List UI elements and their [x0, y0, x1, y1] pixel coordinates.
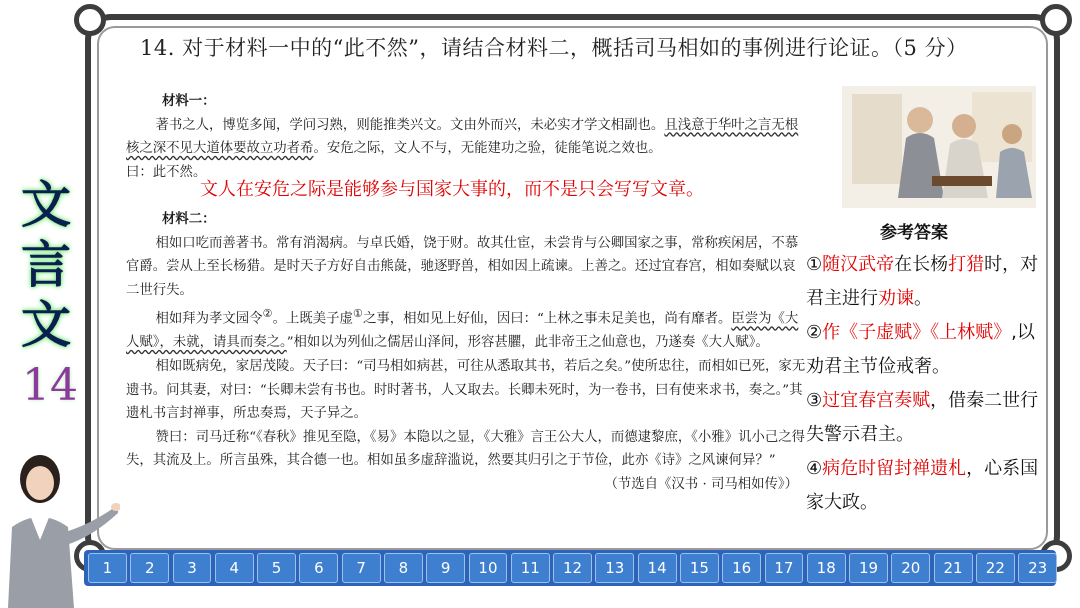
wavy-underline-text: 臣尝为《大人赋》，未就，请具而奏之。 [126, 311, 799, 351]
frame-corner-curl [1040, 4, 1072, 36]
page-button-16[interactable]: 16 [722, 553, 761, 583]
page-button-7[interactable]: 7 [342, 553, 381, 583]
material2-paragraph-4: 赞曰：司马迁称“《春秋》推见至隐，《易》本隐以之显，《大雅》言王公大人，而德逮黎庶，《小雅》讥小己之得失，其流及上。所言虽殊，其合德一也。相如虽多虚辞滥说，然要其归引之于节俭，此亦《诗》之风谏何异？” [126, 429, 806, 469]
page-button-10[interactable]: 10 [469, 553, 508, 583]
scholars-illustration [842, 86, 1036, 208]
answer-item: ④病危时留封禅遗札，心系国家大政。 [806, 458, 1039, 513]
page-button-3[interactable]: 3 [173, 553, 212, 583]
page-button-5[interactable]: 5 [257, 553, 296, 583]
material2-paragraph-1: 相如口吃而善著书。常有消渴病。与卓氏婚，饶于财。故其仕宦，未尝肯与公卿国家之事，常称疾闲居，不慕官爵。尝从上至长杨猎。是时天子方好自击熊彘，驰逐野兽，相如因上疏谏。上善之。还过宜春宫，相如奏赋以哀二世行失。 [126, 235, 799, 298]
material1-paragraph: 著书之人，博览多闻，学问习熟，则能推类兴文。文由外而兴，未必实才学文相副也。且浅意于华叶之言无根核之深不见大道体要故立功者希。安危之际，文人不与，无能建功之验，徒能笔说之效也。 [126, 117, 799, 157]
page-button-13[interactable]: 13 [595, 553, 634, 583]
page-button-20[interactable]: 20 [891, 553, 930, 583]
material2-paragraph-3: 相如既病免，家居茂陵。天子曰：“司马相如病甚，可往从悉取其书，若后之矣。”使所忠往，而相如已死，家无遗书。问其妻，对曰：“长卿未尝有书也。时时著书，人又取去。长卿未死时，为一卷书，曰有使来求书，奏之。”其遗札书言封禅事，所忠奏焉，天子异之。 [126, 359, 806, 422]
page-button-12[interactable]: 12 [553, 553, 592, 583]
page-button-15[interactable]: 15 [680, 553, 719, 583]
material1-label: 材料一： [162, 93, 216, 109]
page-nav [88, 553, 1057, 583]
frame-corner-curl [74, 4, 106, 36]
question-text: 14. 对于材料一中的“此不然”，请结合材料二，概括司马相如的事例进行论证。（5 分） [140, 36, 968, 60]
answer-title: 参考答案 [880, 223, 948, 243]
side-title: 文言文 [21, 176, 71, 354]
answer-item: ③过宜春宫奏赋，借秦二世行失警示君主。 [806, 390, 1039, 445]
page-button-14[interactable]: 14 [638, 553, 677, 583]
passage [126, 90, 806, 497]
answer-item: ①随汉武帝在长杨打猎时，对君主进行劝谏。 [806, 254, 1039, 309]
material2-label: 材料二： [162, 210, 216, 227]
page-button-9[interactable]: 9 [426, 553, 465, 583]
page-button-22[interactable]: 22 [976, 553, 1015, 583]
page-button-2[interactable]: 2 [130, 553, 169, 583]
page-button-23[interactable]: 23 [1018, 553, 1057, 583]
page-button-18[interactable]: 18 [807, 553, 846, 583]
page-button-8[interactable]: 8 [384, 553, 423, 583]
page-button-19[interactable]: 19 [849, 553, 888, 583]
page-button-11[interactable]: 11 [511, 553, 550, 583]
side-number: 14 [22, 360, 78, 411]
page-button-6[interactable]: 6 [299, 553, 338, 583]
page-button-4[interactable]: 4 [215, 553, 254, 583]
red-annotation: 文人在安危之际是能够参与国家大事的，而不是只会写写文章。 [200, 179, 704, 200]
answer-item: ②作《子虚赋》《上林赋》,以劝君主节俭戒奢。 [806, 322, 1035, 377]
page-button-17[interactable]: 17 [765, 553, 804, 583]
answer-list [806, 248, 1042, 520]
page-button-21[interactable]: 21 [934, 553, 973, 583]
material1-conclusion: 曰：此不然。 [126, 164, 207, 180]
wavy-underline-text: 且浅意于华叶之言无根核之深不见大道体要故立功者希 [126, 117, 799, 157]
source-citation: （节选自《汉书 · 司马相如传》） [604, 476, 798, 492]
material2-paragraph-2: 相如拜为孝文园令②。上既美子虚①之事，相如见上好仙，因曰：“上林之事未足美也，尚有靡者。臣尝为《大人赋》，未就，请具而奏之。”相如以为列仙之儒居山泽间，形容甚臞，此非帝王之仙意也，乃遂奏《大人赋》。 [126, 307, 799, 351]
page-button-1[interactable]: 1 [88, 553, 127, 583]
